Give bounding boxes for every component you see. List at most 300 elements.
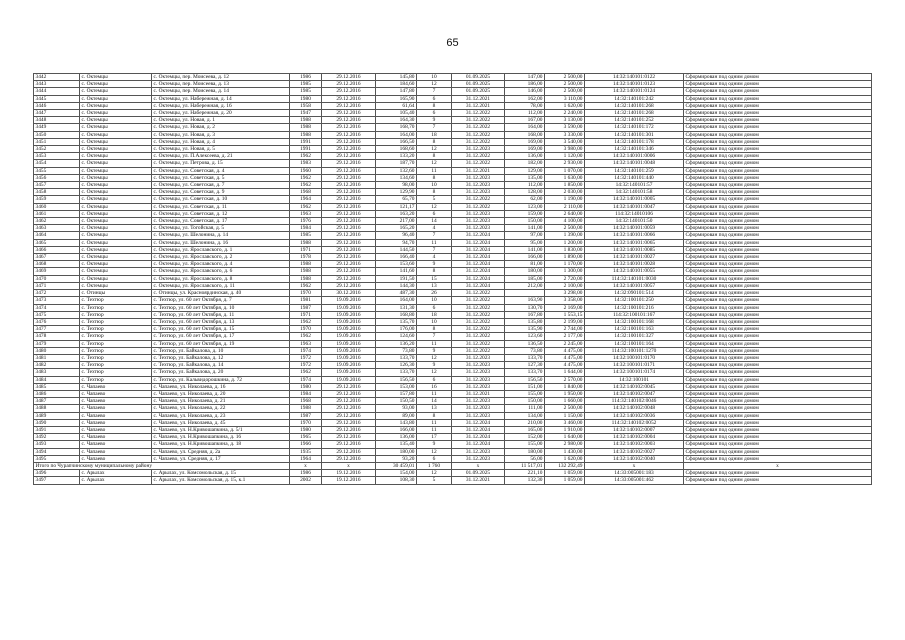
table-row [34, 383, 872, 390]
cell-cadastral-number: 114:32:100101:167 [585, 311, 684, 318]
table-row [34, 326, 872, 333]
cell-row-number: 3479 [34, 340, 80, 347]
cell-date: 19.09.2016 [322, 318, 376, 325]
cell-address: с. Чапаево, ул. Николаева, д. 22 [152, 405, 290, 412]
cell-residents: 10 [417, 182, 452, 189]
cell-amount: 2 980,00 [545, 441, 585, 448]
cell-amount: 1 630,00 [545, 174, 585, 181]
table-body-before-total [34, 74, 872, 463]
cell-deadline: 31.12.2022 [452, 297, 505, 304]
cell-note: Сформирован под одним домом [684, 254, 872, 261]
table-row [34, 74, 872, 81]
cell-address: с. Октемцы, ул. Ярославского, д. 4 [152, 261, 290, 268]
cell-amount: 3 110,00 [545, 95, 585, 102]
table-row [34, 88, 872, 95]
cell-land-area: 112,00 [505, 182, 545, 189]
cell-cadastral-number: 14:32:140101:178 [585, 138, 684, 145]
cell-amount: 1 300,00 [545, 268, 585, 275]
cell-residents: 8 [417, 174, 452, 181]
table-row [34, 124, 872, 131]
cell-address: с. Техтюр, ул. 60 лет Октября, д. 19 [152, 340, 290, 347]
cell-cadastral-number: 14:32:140101:0123 [585, 81, 684, 88]
cell-date: 29.12.2016 [322, 196, 376, 203]
cell-deadline: 31.12.2021 [452, 102, 505, 109]
cell-date: 19.09.2016 [322, 362, 376, 369]
cell-residents: 14 [417, 218, 452, 225]
cell-date: 29.12.2016 [322, 268, 376, 275]
cell-date: 29.12.2016 [322, 102, 376, 109]
cell-land-area: 81,00 [505, 261, 545, 268]
table-row [34, 441, 872, 448]
cell-note: Сформирован под одним домом [684, 268, 872, 275]
cell-cadastral-number: 14:33:005001:183 [585, 470, 684, 477]
cell-build-year: 1962 [290, 282, 322, 289]
cell-row-number: 3460 [34, 203, 80, 210]
table-row [34, 254, 872, 261]
cell-note: Сформирован под одним домом [684, 203, 872, 210]
cell-amount: 3 298,00 [545, 290, 585, 297]
cell-deadline: 31.12.2023 [452, 412, 505, 419]
cell-settlement: с. Техтюр [80, 369, 152, 376]
cell-address: с. Отинцы, ул. Красноярдинская, д. 40 [152, 290, 290, 297]
cell-date: 29.12.2016 [322, 275, 376, 282]
cell-row-number: 3489 [34, 412, 80, 419]
cell-land-area: 185,00 [505, 275, 545, 282]
cell-land-area: 135,80 [505, 318, 545, 325]
cell-note: Сформирован под одним домом [684, 225, 872, 232]
cell-residents: 12 [417, 146, 452, 153]
cell-area: 136,00 [376, 434, 417, 441]
cell-cadastral-number: 14:32:140101:268 [585, 110, 684, 117]
cell-note: Сформирован под одним домом [684, 182, 872, 189]
cell-area: 168,70 [376, 124, 417, 131]
cell-land-area: 182,00 [505, 160, 545, 167]
cell-row-number: 3482 [34, 362, 80, 369]
cell-date: 19.12.2016 [322, 477, 376, 484]
cell-row-number: 3463 [34, 225, 80, 232]
table-row [34, 376, 872, 383]
cell-amount: 1 553,15 [545, 311, 585, 318]
cell-build-year: 1981 [290, 297, 322, 304]
cell-row-number: 3455 [34, 167, 80, 174]
cell-amount: 1 644,00 [545, 369, 585, 376]
cell-note: Сформирован под одним домом [684, 110, 872, 117]
cell-area: 131,30 [376, 304, 417, 311]
cell-area: 168,60 [376, 146, 417, 153]
cell-date: 29.12.2016 [322, 210, 376, 217]
cell-land-area: 112,00 [505, 110, 545, 117]
cell-build-year: 1980 [290, 426, 322, 433]
table-row [34, 470, 872, 477]
cell-date: 29.12.2016 [322, 160, 376, 167]
cell-area: 180,00 [376, 448, 417, 455]
cell-residents: 7 [417, 124, 452, 131]
table-row [34, 275, 872, 282]
cell-cadastral-number: 14:32:140101:0048 [585, 160, 684, 167]
cell-date: 29.12.2016 [322, 124, 376, 131]
cell-settlement: с. Октемцы [80, 268, 152, 275]
cell-date: 29.12.2016 [322, 441, 376, 448]
cell-settlement: с. Чапаево [80, 390, 152, 397]
cell-note: Сформирован под одним домом [684, 455, 872, 462]
cell-deadline: 31.12.2023 [452, 354, 505, 361]
cell-deadline: 31.12.2024 [452, 246, 505, 253]
cell-date: 29.12.2016 [322, 203, 376, 210]
cell-row-number: 3477 [34, 326, 80, 333]
cell-address: с. Техтюр, ул. Байкалова, д. 10 [152, 347, 290, 354]
cell-address: с. Техтюр, ул. 60 лет Октября, д. 7 [152, 297, 290, 304]
cell-residents: 11 [417, 419, 452, 426]
cell-cadastral-number: 14:32:140101:268 [585, 102, 684, 109]
cell-amount: 2 500,00 [545, 225, 585, 232]
total-cell: х [585, 462, 684, 469]
cell-residents: 5 [417, 477, 452, 484]
cell-cadastral-number: 14:32:140101:0122 [585, 74, 684, 81]
cell-build-year: 2002 [290, 477, 322, 484]
cell-date: 29.12.2016 [322, 455, 376, 462]
cell-date: 19.12.2016 [322, 470, 376, 477]
cell-settlement: с. Октемцы [80, 261, 152, 268]
cell-cadastral-number: 14:32:140102:0047 [585, 390, 684, 397]
cell-build-year: 1947 [290, 110, 322, 117]
table-row [34, 225, 872, 232]
cell-settlement: с. Техтюр [80, 318, 152, 325]
cell-note: Сформирован под одним домом [684, 405, 872, 412]
table-row [34, 455, 872, 462]
table-row [34, 297, 872, 304]
cell-row-number: 3456 [34, 174, 80, 181]
cell-cadastral-number: 114:32:100101:1270 [585, 347, 684, 354]
cell-deadline: 31.12.2023 [452, 225, 505, 232]
table-body-total [34, 462, 872, 469]
cell-build-year: 1988 [290, 268, 322, 275]
cell-address: с. Техтюр, ул. 60 лет Октября, д. 13 [152, 318, 290, 325]
cell-residents: 10 [417, 74, 452, 81]
cell-residents: 12 [417, 203, 452, 210]
cell-address: с. Октемцы, ул. Шелонина, д. 14 [152, 232, 290, 239]
total-row [34, 462, 872, 469]
cell-land-area: 150,00 [505, 218, 545, 225]
cell-amount: 1 390,00 [545, 232, 585, 239]
cell-build-year: 1963 [290, 210, 322, 217]
cell-amount: 1 640,00 [545, 434, 585, 441]
cell-address: с. Чапаево, ул. Николаева, д. 23 [152, 412, 290, 419]
cell-deadline: 01.09.2025 [452, 470, 505, 477]
cell-amount: 4 100,00 [545, 218, 585, 225]
cell-land-area: 155,00 [505, 390, 545, 397]
cell-area: 129,90 [376, 189, 417, 196]
cell-cadastral-number: 14:32:140102:0003 [585, 441, 684, 448]
cell-area: 124,60 [376, 333, 417, 340]
cell-deadline: 31.12.2022 [452, 290, 505, 297]
cell-row-number: 3487 [34, 398, 80, 405]
cell-cadastral-number: 14:32:140101:0066 [585, 232, 684, 239]
cell-amount: 2 169,00 [545, 304, 585, 311]
cell-address: с. Октемцы, ул. Советская, д. 10 [152, 196, 290, 203]
cell-residents: 18 [417, 131, 452, 138]
cell-land-area: 165,00 [505, 426, 545, 433]
cell-note: Сформирован под одним домом [684, 441, 872, 448]
cell-amount: 2 100,00 [545, 282, 585, 289]
cell-row-number: 3495 [34, 455, 80, 462]
cell-cadastral-number: 14:32:140101:259 [585, 167, 684, 174]
cell-area: 126,30 [376, 362, 417, 369]
cell-build-year: 1974 [290, 376, 322, 383]
cell-deadline: 31.12.2023 [452, 362, 505, 369]
cell-address: с. Октемцы, ул. Новая, д. 2 [152, 124, 290, 131]
cell-settlement: с. Октемцы [80, 102, 152, 109]
cell-address: с. Октемцы, ул. Петрова, д. 15 [152, 160, 290, 167]
cell-land-area: 169,00 [505, 138, 545, 145]
table-row [34, 174, 872, 181]
cell-deadline: 31.12.2021 [452, 390, 505, 397]
cell-address: с. Октемцы, ул. Новая, д. 3 [152, 131, 290, 138]
cell-build-year: 1988 [290, 261, 322, 268]
cell-area: 89,00 [376, 412, 417, 419]
cell-date: 29.12.2016 [322, 239, 376, 246]
cell-cadastral-number: 14:32:140101:57 [585, 182, 684, 189]
cell-residents: 8 [417, 268, 452, 275]
cell-row-number: 3458 [34, 189, 80, 196]
cell-note: Сформирован под одним домом [684, 239, 872, 246]
cell-note: Сформирован под одним домом [684, 390, 872, 397]
cell-row-number: 3486 [34, 390, 80, 397]
cell-build-year: 1966 [290, 441, 322, 448]
total-cell: 11 517,01 [505, 462, 545, 469]
cell-amount: 2 240,00 [545, 110, 585, 117]
cell-settlement: с. Октемцы [80, 138, 152, 145]
cell-row-number: 3484 [34, 376, 80, 383]
cell-note: Сформирован под одним домом [684, 434, 872, 441]
cell-build-year: 1960 [290, 167, 322, 174]
cell-address: с. Арылах, ул. Комсомольская, д. 15 [152, 470, 290, 477]
cell-deadline: 31.12.2023 [452, 218, 505, 225]
cell-residents: 6 [417, 376, 452, 383]
cell-deadline: 31.12.2022 [452, 347, 505, 354]
cell-deadline: 31.12.2023 [452, 189, 505, 196]
table-row [34, 282, 872, 289]
cell-note: Сформирован под одним домом [684, 246, 872, 253]
cell-build-year: 1987 [290, 304, 322, 311]
cell-date: 29.12.2016 [322, 448, 376, 455]
cell-area: 164,00 [376, 131, 417, 138]
cell-row-number: 3478 [34, 333, 80, 340]
cell-date: 19.09.2016 [322, 326, 376, 333]
cell-land-area: 180,00 [505, 448, 545, 455]
cell-area: 157,80 [376, 390, 417, 397]
cell-date: 19.09.2016 [322, 311, 376, 318]
cell-settlement: с. Техтюр [80, 354, 152, 361]
cell-amount: 1 850,00 [545, 182, 585, 189]
cell-row-number: 3457 [34, 182, 80, 189]
cell-row-number: 3476 [34, 318, 80, 325]
cell-area: 164,00 [376, 297, 417, 304]
cell-deadline: 31.12.2024 [452, 426, 505, 433]
cell-area: 164,30 [376, 117, 417, 124]
cell-note: Сформирован под одним домом [684, 95, 872, 102]
cell-deadline: 31.12.2022 [452, 340, 505, 347]
cell-residents: 11 [417, 390, 452, 397]
cell-note: Сформирован под одним домом [684, 131, 872, 138]
total-cell: х [290, 462, 322, 469]
cell-amount: 1 059,00 [545, 470, 585, 477]
cell-area: 141,60 [376, 268, 417, 275]
table-row [34, 369, 872, 376]
cell-residents: 8 [417, 189, 452, 196]
table-row [34, 117, 872, 124]
cell-settlement: с. Октемцы [80, 167, 152, 174]
cell-cadastral-number: 14:32:140101:0006 [585, 153, 684, 160]
cell-note: Сформирован под одним домом [684, 419, 872, 426]
cell-amount: 2 930,00 [545, 160, 585, 167]
cell-row-number: 3492 [34, 434, 80, 441]
cell-land-area: 97,00 [505, 232, 545, 239]
cell-date: 29.12.2016 [322, 117, 376, 124]
cell-amount: 2 245,00 [545, 340, 585, 347]
cell-amount: 1 620,00 [545, 455, 585, 462]
table-row [34, 196, 872, 203]
cell-row-number: 3459 [34, 196, 80, 203]
cell-deadline: 31.12.2024 [452, 434, 505, 441]
cell-amount: 1 150,00 [545, 412, 585, 419]
cell-area: 168,80 [376, 311, 417, 318]
cell-amount: 1 120,00 [545, 153, 585, 160]
cell-settlement: с. Октемцы [80, 81, 152, 88]
cell-amount: 2 177,00 [545, 333, 585, 340]
cell-build-year: 1976 [290, 218, 322, 225]
cell-address: с. Октемцы, ул. Ярославского, д. 2 [152, 254, 290, 261]
cell-date: 19.09.2016 [322, 347, 376, 354]
cell-build-year: 1974 [290, 347, 322, 354]
cell-area: 135,70 [376, 318, 417, 325]
cell-note: Сформирован под одним домом [684, 160, 872, 167]
table-row [34, 160, 872, 167]
cell-land-area: 133,70 [505, 354, 545, 361]
cell-area: 61,64 [376, 102, 417, 109]
table-row [34, 340, 872, 347]
cell-amount: 1 170,00 [545, 261, 585, 268]
cell-build-year: 1971 [290, 246, 322, 253]
cell-deadline: 31.12.2021 [452, 95, 505, 102]
cell-address: с. Октемцы, ул. Ярославского, д. 6 [152, 268, 290, 275]
page-number: 65 [446, 37, 459, 49]
cell-settlement: с. Октемцы [80, 131, 152, 138]
cell-settlement: с. Октемцы [80, 246, 152, 253]
cell-date: 29.12.2016 [322, 282, 376, 289]
cell-deadline: 31.12.2022 [452, 326, 505, 333]
cell-row-number: 3481 [34, 354, 80, 361]
cell-build-year: 1988 [290, 239, 322, 246]
cell-row-number: 3488 [34, 405, 80, 412]
cell-settlement: с. Арылах [80, 470, 152, 477]
cell-note: Сформирован под одним домом [684, 412, 872, 419]
cell-row-number: 3445 [34, 95, 80, 102]
cell-residents: 10 [417, 318, 452, 325]
cell-address: с. Чапаево, ул. Н.Кривошапкина, д. 5/1 [152, 426, 290, 433]
cell-address: с. Октемцы, пер. Моисеева, д. 12 [152, 74, 290, 81]
cell-area: 96,40 [376, 232, 417, 239]
cell-area: 132,60 [376, 167, 417, 174]
cell-deadline: 31.12.2023 [452, 210, 505, 217]
cell-settlement: с. Техтюр [80, 362, 152, 369]
cell-note: Сформирован под одним домом [684, 174, 872, 181]
cell-land-area: 180,00 [505, 268, 545, 275]
cell-amount: 2 720,00 [545, 275, 585, 282]
cell-settlement: с. Чапаево [80, 412, 152, 419]
cell-build-year: 1988 [290, 131, 322, 138]
cell-residents: 7 [417, 88, 452, 95]
cell-land-area: 156,50 [505, 376, 545, 383]
cell-build-year: 1984 [290, 390, 322, 397]
cell-address: с. Октемцы, ул. Советская, д. 12 [152, 210, 290, 217]
cell-area: 191,50 [376, 275, 417, 282]
cell-note: Сформирован под одним домом [684, 74, 872, 81]
cell-address: с. Техтюр, ул. Кальвидорошкина, д. 72 [152, 376, 290, 383]
table-row [34, 203, 872, 210]
cell-deadline: 31.12.2022 [452, 318, 505, 325]
cell-residents: 26 [417, 290, 452, 297]
cell-date: 19.09.2016 [322, 333, 376, 340]
cell-land-area: 56,00 [505, 455, 545, 462]
cell-amount: 2 110,00 [545, 203, 585, 210]
cell-land-area: 150,00 [505, 398, 545, 405]
cell-address: с. Октемцы, ул. Новая, д. 5 [152, 146, 290, 153]
cell-build-year: 1985 [290, 88, 322, 95]
cell-land-area: 147,00 [505, 74, 545, 81]
cell-row-number: 3467 [34, 254, 80, 261]
cell-row-number: 3454 [34, 160, 80, 167]
table-row [34, 189, 872, 196]
cell-date: 29.12.2016 [322, 405, 376, 412]
cell-note: Сформирован под одним домом [684, 448, 872, 455]
cell-residents: 8 [417, 412, 452, 419]
total-cell: 30 459,01 [376, 462, 417, 469]
cell-residents: 7 [417, 333, 452, 340]
cell-area: 143,80 [376, 419, 417, 426]
cell-date: 29.12.2016 [322, 434, 376, 441]
cell-residents: 12 [417, 369, 452, 376]
cell-settlement: с. Октемцы [80, 210, 152, 217]
cell-build-year: 1963 [290, 340, 322, 347]
cell-residents: 5 [417, 196, 452, 203]
cell-residents: 8 [417, 138, 452, 145]
cell-row-number: 3469 [34, 268, 80, 275]
cell-residents: 10 [417, 297, 452, 304]
cell-date: 19.09.2016 [322, 354, 376, 361]
cell-row-number: 3470 [34, 275, 80, 282]
cell-build-year: 1983 [290, 160, 322, 167]
cell-amount: 1 890,00 [545, 254, 585, 261]
cell-area: 145,80 [376, 74, 417, 81]
cell-land-area: 152,00 [505, 434, 545, 441]
table-row [34, 210, 872, 217]
cell-deadline: 31.12.2024 [452, 282, 505, 289]
cell-note: Сформирован под одним домом [684, 232, 872, 239]
cell-deadline: 31.12.2023 [452, 448, 505, 455]
cell-note: Сформирован под одним домом [684, 88, 872, 95]
cell-address: с. Октемцы, ул. Набережная, д. 20 [152, 110, 290, 117]
cell-cadastral-number: 14:32:140102:0004 [585, 434, 684, 441]
cell-build-year: 1980 [290, 383, 322, 390]
cell-date: 30.12.2016 [322, 290, 376, 297]
cell-settlement: с. Октемцы [80, 124, 152, 131]
cell-cadastral-number: 14:32:140101:0059 [585, 225, 684, 232]
table-row [34, 138, 872, 145]
cell-settlement: с. Техтюр [80, 347, 152, 354]
cell-land-area: 151,00 [505, 383, 545, 390]
cell-address: с. Октемцы, пер. Моисеева, д. 14 [152, 88, 290, 95]
cell-build-year: 1971 [290, 311, 322, 318]
